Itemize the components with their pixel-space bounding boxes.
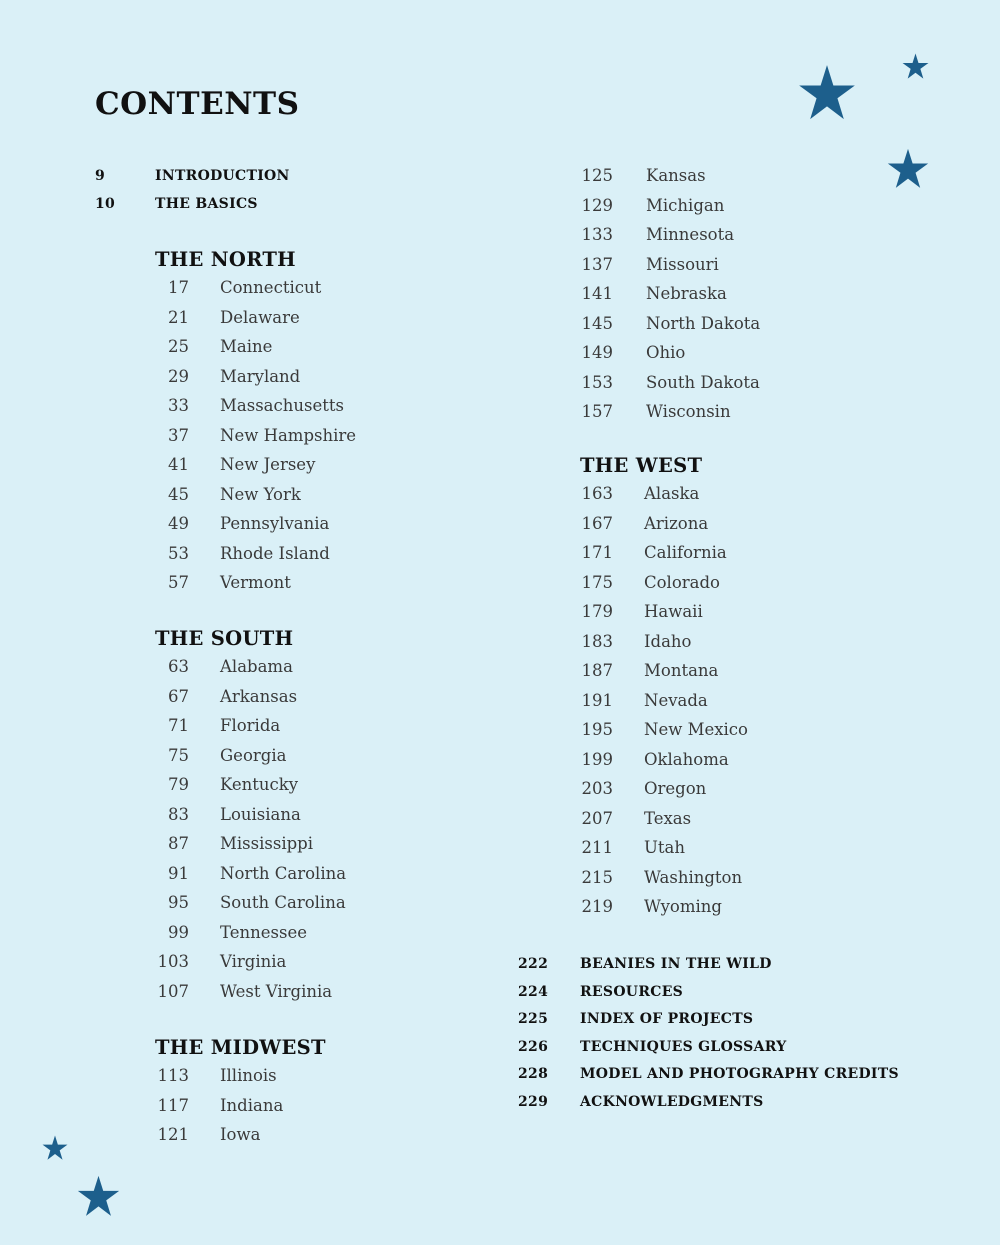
toc-page-number: 67: [168, 686, 189, 706]
toc-entry-label: Delaware: [220, 307, 300, 327]
toc-entry: [580, 720, 960, 750]
toc-page-number: 163: [581, 484, 613, 503]
section-heading: THE WEST: [580, 454, 703, 477]
toc-page-number: 75: [168, 745, 189, 765]
toc-entry-label: Nevada: [644, 690, 708, 710]
toc-entry-label: Texas: [644, 808, 692, 828]
toc-entry-label: MODEL AND PHOTOGRAPHY CREDITS: [580, 1066, 899, 1083]
toc-entry: [580, 602, 960, 632]
toc-page-number: 199: [581, 749, 613, 769]
toc-page-number: 17: [168, 278, 189, 297]
section-heading: THE SOUTH: [155, 627, 294, 650]
toc-entry-label: South Dakota: [646, 372, 760, 392]
toc-page-number: 187: [581, 661, 613, 680]
toc-entry: [155, 396, 515, 426]
toc-page-number: 149: [581, 343, 613, 362]
toc-entry: [580, 750, 960, 780]
toc-entry: [580, 284, 960, 314]
toc-page-number: 167: [581, 513, 613, 533]
toc-entry: [580, 343, 960, 373]
toc-page-number: 157: [581, 402, 613, 421]
toc-entry-label: Rhode Island: [220, 543, 330, 563]
toc-entry-label: Washington: [644, 867, 743, 887]
toc-entry: [580, 543, 960, 573]
toc-entry: [155, 1066, 515, 1096]
toc-entry: [155, 278, 515, 308]
star-icon: [798, 64, 856, 122]
toc-entry: [518, 956, 958, 984]
toc-page-number: 211: [581, 838, 613, 857]
toc-page-number: 228: [518, 1066, 549, 1083]
toc-page-number: 45: [168, 484, 189, 504]
toc-page-number: 191: [581, 690, 613, 710]
toc-entry-label: TECHNIQUES GLOSSARY: [580, 1038, 787, 1055]
star-icon: [902, 53, 929, 80]
toc-entry-label: Mississippi: [220, 834, 313, 853]
toc-entry-label: Idaho: [644, 631, 692, 651]
toc-entry-label: Vermont: [220, 573, 291, 592]
toc-page-number: 21: [168, 307, 189, 327]
toc-entry-label: Connecticut: [220, 278, 322, 297]
toc-entry: [580, 809, 960, 839]
toc-entry: [580, 196, 960, 226]
section-heading: THE NORTH: [155, 248, 296, 271]
back-matter-list: [518, 956, 958, 1122]
toc-entry: [580, 661, 960, 691]
toc-entry-label: New Jersey: [220, 455, 316, 474]
toc-entry-label: Kansas: [646, 166, 706, 185]
toc-page-number: 141: [581, 284, 613, 303]
toc-entry-label: Pennsylvania: [220, 514, 330, 533]
toc-entry-label: Alabama: [220, 657, 293, 676]
toc-page-number: 153: [581, 372, 613, 392]
toc-entry: [518, 1039, 958, 1067]
toc-entry: [95, 196, 495, 224]
toc-page-number: 99: [168, 922, 189, 942]
star-icon: [42, 1135, 68, 1161]
toc-entry: [580, 573, 960, 603]
toc-entry-label: Montana: [644, 661, 719, 680]
toc-entry: [155, 716, 515, 746]
toc-page-number: 63: [168, 657, 189, 676]
toc-entry: [155, 687, 515, 717]
toc-page-number: 183: [581, 631, 613, 651]
toc-entry-label: New Mexico: [644, 720, 748, 739]
toc-entry: [155, 982, 515, 1012]
toc-page-number: 29: [168, 366, 189, 386]
toc-entry: [155, 952, 515, 982]
toc-entry: [518, 1094, 958, 1122]
toc-page-number: 37: [168, 425, 189, 445]
toc-entry: [155, 746, 515, 776]
toc-entry: [95, 168, 495, 196]
toc-entry-label: Hawaii: [644, 602, 703, 621]
toc-entry-label: New York: [220, 484, 301, 504]
toc-page-number: 107: [157, 981, 189, 1001]
toc-entry-label: Kentucky: [220, 775, 299, 794]
toc-entry-label: Indiana: [220, 1095, 284, 1115]
toc-entry-label: Virginia: [220, 952, 287, 971]
toc-entry-label: Oklahoma: [644, 749, 729, 769]
toc-page-number: 219: [581, 897, 613, 916]
toc-page-number: 117: [157, 1095, 189, 1115]
toc-page-number: 145: [581, 313, 613, 333]
toc-page-number: 91: [168, 863, 189, 883]
toc-page-number: 57: [168, 573, 189, 592]
page-title: CONTENTS: [95, 86, 300, 122]
toc-page-number: 207: [581, 808, 613, 828]
toc-entry: [580, 225, 960, 255]
toc-entry-label: Alaska: [644, 484, 700, 503]
toc-entry: [580, 838, 960, 868]
toc-page-number: 222: [518, 956, 549, 972]
toc-entry-label: Louisiana: [220, 804, 301, 824]
toc-entry: [580, 314, 960, 344]
toc-entry: [155, 834, 515, 864]
toc-page-number: 133: [581, 225, 613, 244]
section-the-south: [155, 627, 515, 1011]
toc-page-number: 87: [168, 834, 189, 853]
toc-entry: [155, 893, 515, 923]
toc-entry-label: Minnesota: [646, 225, 735, 244]
toc-entry-label: Arizona: [644, 513, 709, 533]
toc-entry: [155, 426, 515, 456]
toc-entry: [580, 402, 960, 432]
toc-page-number: 125: [581, 166, 613, 185]
toc-entry-label: Maine: [220, 337, 273, 356]
toc-entry-label: Tennessee: [220, 922, 307, 942]
toc-entry: [580, 255, 960, 285]
toc-entry-label: Iowa: [220, 1125, 261, 1144]
toc-page-number: 83: [168, 804, 189, 824]
toc-entry-label: THE BASICS: [155, 195, 258, 212]
toc-entry-label: South Carolina: [220, 893, 346, 912]
toc-entry: [155, 923, 515, 953]
toc-entry: [580, 868, 960, 898]
toc-entry-label: North Carolina: [220, 863, 347, 883]
toc-entry-label: North Dakota: [646, 313, 761, 333]
toc-entry-label: Illinois: [220, 1066, 277, 1085]
toc-entry: [155, 308, 515, 338]
section-the-north: [155, 248, 515, 603]
section-the-midwest: [155, 1036, 515, 1155]
toc-page-number: 95: [168, 893, 189, 912]
toc-entry-label: Florida: [220, 716, 281, 735]
toc-entry: [580, 779, 960, 809]
star-icon: [77, 1175, 120, 1218]
toc-entry: [155, 805, 515, 835]
toc-page-number: 53: [168, 543, 189, 563]
front-matter-list: [95, 168, 495, 223]
toc-page-number: 49: [168, 514, 189, 533]
toc-entry: [155, 864, 515, 894]
toc-entry: [580, 166, 960, 196]
toc-entry-label: Utah: [644, 838, 686, 857]
toc-page-number: 203: [581, 779, 613, 798]
toc-entry: [155, 367, 515, 397]
toc-entry-label: ACKNOWLEDGMENTS: [580, 1093, 764, 1110]
toc-page-number: 179: [581, 602, 613, 621]
toc-page-number: 137: [581, 254, 613, 274]
toc-entry: [155, 514, 515, 544]
toc-entry-label: BEANIES IN THE WILD: [580, 956, 772, 972]
toc-entry-label: Missouri: [646, 254, 719, 274]
toc-page-number: 129: [581, 195, 613, 215]
toc-entry: [518, 1066, 958, 1094]
toc-entry-label: Massachusetts: [220, 396, 344, 415]
section-heading: THE MIDWEST: [155, 1036, 326, 1059]
toc-entry-label: Georgia: [220, 745, 287, 765]
section-the-west: [580, 454, 960, 927]
toc-entry: [155, 775, 515, 805]
toc-page-number: 113: [157, 1066, 189, 1085]
toc-entry: [155, 1125, 515, 1155]
toc-entry: [518, 1011, 958, 1039]
toc-entry-label: Colorado: [644, 572, 720, 592]
toc-page-number: 121: [157, 1125, 189, 1144]
toc-entry-label: Wyoming: [644, 897, 722, 916]
toc-entry: [580, 632, 960, 662]
toc-page-number: 41: [168, 455, 189, 474]
toc-entry: [580, 373, 960, 403]
toc-page-number: 171: [581, 543, 613, 562]
toc-entry: [155, 1096, 515, 1126]
toc-entry-label: West Virginia: [220, 981, 333, 1001]
toc-page-number: 175: [581, 572, 613, 592]
toc-entry: [155, 485, 515, 515]
toc-entry: [518, 984, 958, 1012]
toc-page-number: 79: [168, 775, 189, 794]
toc-page-number: 229: [518, 1093, 549, 1110]
toc-page-number: 25: [168, 337, 189, 356]
toc-entry-label: Michigan: [646, 195, 725, 215]
toc-entry-label: Oregon: [644, 779, 707, 798]
toc-entry-label: Nebraska: [646, 284, 727, 303]
toc-entry: [155, 544, 515, 574]
toc-entry-label: New Hampshire: [220, 425, 357, 445]
section-the-midwest-continued: [580, 166, 960, 432]
toc-entry-label: Ohio: [646, 343, 686, 362]
toc-entry-label: RESOURCES: [580, 983, 684, 1000]
toc-entry: [580, 514, 960, 544]
toc-page-number: 224: [518, 983, 549, 1000]
toc-entry-label: Maryland: [220, 366, 301, 386]
toc-entry: [580, 691, 960, 721]
toc-entry: [580, 484, 960, 514]
toc-entry: [155, 657, 515, 687]
toc-page-number: 103: [157, 952, 189, 971]
toc-entry-label: INTRODUCTION: [155, 168, 290, 184]
toc-entry: [155, 337, 515, 367]
toc-page-number: 71: [168, 716, 189, 735]
toc-page-number: 195: [581, 720, 613, 739]
toc-page-number: 225: [518, 1011, 549, 1028]
toc-entry-label: Wisconsin: [646, 402, 731, 421]
toc-page-number: 9: [95, 168, 106, 184]
toc-page-number: 33: [168, 396, 189, 415]
toc-page-number: 215: [581, 867, 613, 887]
toc-entry-label: California: [644, 543, 727, 562]
toc-page-number: 226: [518, 1038, 549, 1055]
toc-entry-label: INDEX OF PROJECTS: [580, 1011, 754, 1028]
toc-page-number: 10: [95, 195, 116, 212]
toc-entry: [155, 573, 515, 603]
toc-entry-label: Arkansas: [220, 686, 298, 706]
toc-entry: [580, 897, 960, 927]
toc-entry: [155, 455, 515, 485]
